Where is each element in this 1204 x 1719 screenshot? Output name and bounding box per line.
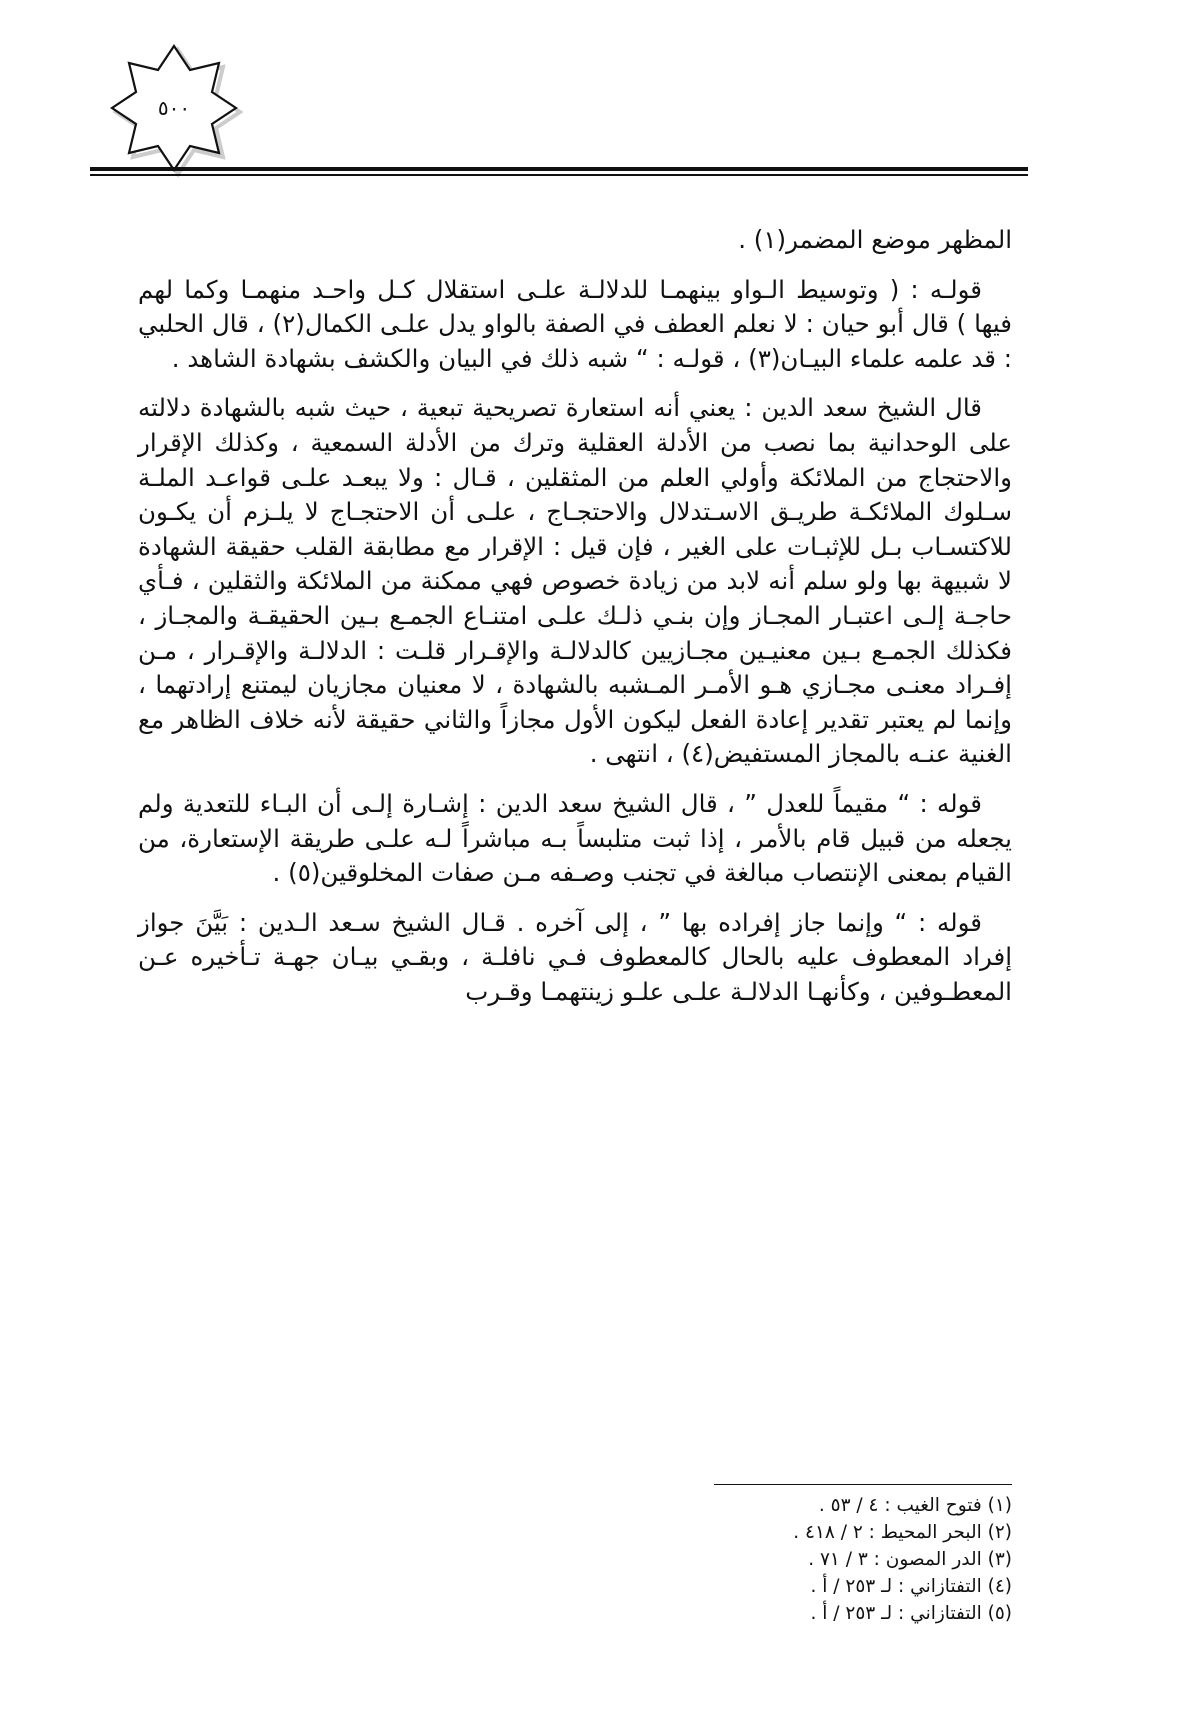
footnote-2: (٢) البحر المحيط : ٢ / ٤١٨ . bbox=[793, 1522, 1012, 1543]
paragraph-3: قال الشيخ سعد الدين : يعني أنه استعارة تصريحية تبعية ، حيث شبه بالشهادة دلالته على الوحدانية بما نصب من الأدلة العقلية وترك من الأدلة السمعية ، وكذلك الإقرار والاحتجاج من الملائكة وأولي العلم من المثقلين ، قـال : ولا يبعـد علـى قواعـد الملـة سـلوك الملائكـة طريـق الاسـتدلال والاحتجـاج ، علـى أن الاحتجـاج لا يلـزم أن يكـون للاكتسـاب بـل للإثبـات على الغير ، فإن قيل : الإقرار مع مطابقة القلب حقيقة الشهادة لا شبيهة بها ولو سلم أنه لابد من زيادة خصوص فهي ممكنة من الملائكة والثقلين ، فـأي حاجـة إلـى اعتبـار المجـاز وإن بنـي ذلـك علـى امتنـاع الجمـع بـين الحقيقـة والمجـاز ، فكذلك الجمـع بـين معنيـين مجـازيين كالدلالـة والإقـرار قلـت : الدلالـة والإقـرار ، مـن إفـراد معنـى مجـازي هـو الأمـر المـشبه بالشهادة ، لا معنيان مجازيان ليمتنع إرادتهما ، وإنما لم يعتبر تقدير إعادة الفعل ليكون الأول مجازاً والثاني حقيقة لأنه خلاف الظاهر مع الغنية عنـه بالمجاز المستفيض(٤) ، انتهى . bbox=[138, 393, 1012, 769]
page-number-badge bbox=[104, 38, 244, 178]
main-text bbox=[138, 223, 1012, 1024]
footnote-1: (١) فتوح الغيب : ٤ / ٥٣ . bbox=[818, 1495, 1012, 1516]
paragraph-4: قوله : “ مقيماً للعدل ” ، قال الشيخ سعد الدين : إشـارة إلـى أن البـاء للتعدية ولم يجعله من قبيل قام بالأمر ، إذا ثبت متلبساً بـه مباشراً لـه علـى طريقة الإستعارة، من القيام بمعنى الإنتصاب مبالغة في تجنب وصـفه مـن صفات المخلوقين(٥) . bbox=[138, 788, 1012, 888]
header-rule-thick bbox=[90, 167, 1028, 171]
footnote-4: (٤) التفتازاني : لـ ٢٥٣ / أ . bbox=[810, 1576, 1012, 1597]
paragraph-5: قوله : “ وإنما جاز إفراده بها ” ، إلى آخره . قـال الشيخ سـعد الـدين : بَيَّنَ جواز إفراد المعطوف عليه بالحال كالمعطوف فـي نافلـة ، وبقـي بيـان جهـة تـأخيره عـن المعطـوفين ، وكأنهـا الدلالـة علـى علـو زينتهمـا وقـرب bbox=[138, 907, 1012, 1006]
paragraph-2: قولـه : ( وتوسيط الـواو بينهمـا للدلالـة علـى استقلال كـل واحـد منهمـا وكما لهم فيها ) قال أبو حيان : لا نعلم العطف في الصفة بالواو يدل علـى الكمال(٢) ، قال الحلبي : قد علمه علماء البيـان(٣) ، قولـه : “ شبه ذلك في البيان والكشف بشهادة الشاهد . bbox=[138, 274, 1012, 373]
header-rule-thin bbox=[90, 174, 1028, 176]
footnotes bbox=[600, 1492, 1012, 1627]
page-number: ٥٠٠ bbox=[157, 96, 191, 120]
paragraph-1: المظهر موضع المضمر(١) . bbox=[738, 225, 1012, 254]
footnote-separator bbox=[714, 1484, 1012, 1485]
footnote-3: (٣) الدر المصون : ٣ / ٧١ . bbox=[808, 1549, 1012, 1570]
footnote-5: (٥) التفتازاني : لـ ٢٥٣ / أ . bbox=[810, 1603, 1012, 1624]
